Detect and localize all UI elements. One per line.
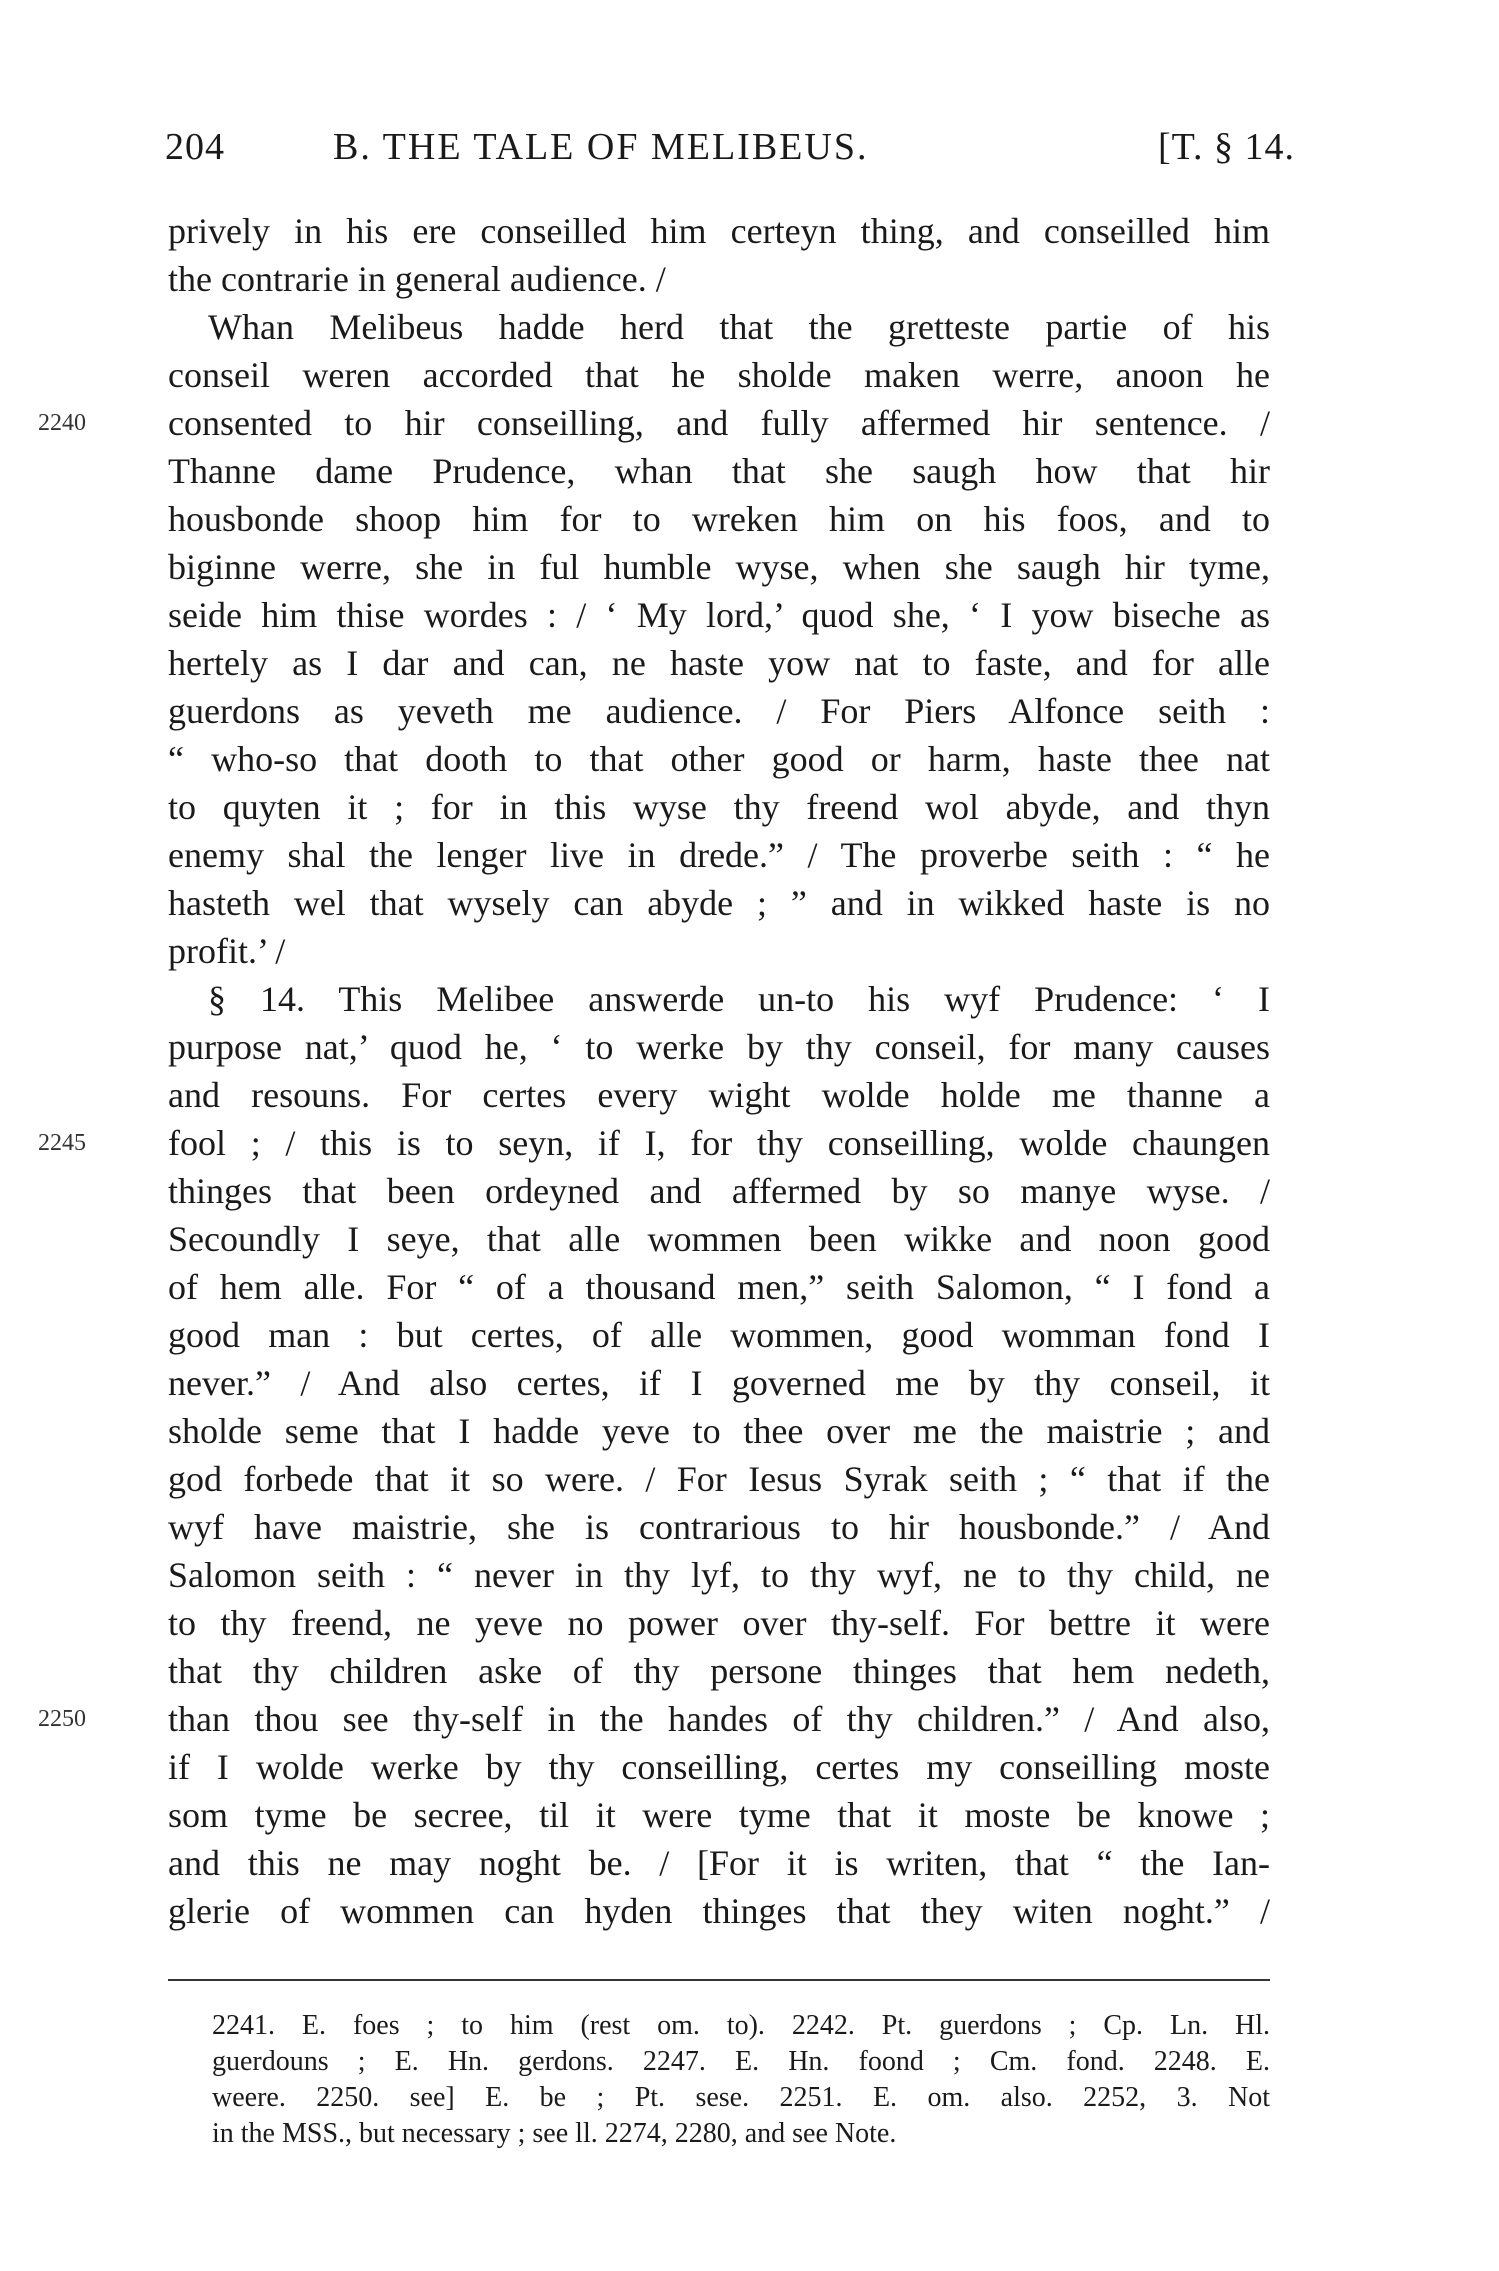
line-number: 2245 [38, 1130, 86, 1156]
text-line: “ who-so that dooth to that other good or harm, haste thee nat [168, 739, 1270, 779]
text-line: hasteth wel that wysely can abyde ; ” and in wikked haste is no [168, 883, 1270, 923]
text-line: purpose nat,’ quod he, ‘ to werke by thy conseil, for many causes [168, 1027, 1270, 1067]
line-number: 2240 [38, 410, 86, 436]
text-line: if I wolde werke by thy conseilling, certes my conseilling moste [168, 1747, 1270, 1787]
text-line: Secoundly I seye, that alle wommen been wikke and noon good [168, 1219, 1270, 1259]
text-line: enemy shal the lenger live in drede.” / The proverbe seith : “ he [168, 835, 1270, 875]
main-text [38, 207, 1270, 1935]
footnote-line: weere. 2250. see] E. be ; Pt. sese. 2251. E. om. also. 2252, 3. Not [212, 2082, 1270, 2113]
section-reference: [T. § 14. [1157, 126, 1295, 168]
text-line: never.” / And also certes, if I governed me by thy conseil, it [168, 1363, 1270, 1403]
section-start-line: § 14. This Melibee answerde un-to his wyf Prudence: ‘ I [208, 979, 1270, 1019]
footnote-line: in the MSS., but necessary ; see ll. 2274, 2280, and see Note. [212, 2118, 897, 2149]
text-line: the contrarie in general audience. / [168, 259, 666, 299]
text-line: Salomon seith : “ never in thy lyf, to thy wyf, ne to thy child, ne [168, 1555, 1270, 1595]
text-line: wyf have maistrie, she is contrarious to hir housbonde.” / And [168, 1507, 1270, 1547]
text-line: to thy freend, ne yeve no power over thy-self. For bettre it were [168, 1603, 1270, 1643]
text-line-numbered [38, 1119, 1270, 1167]
text-line: god forbede that it so were. / For Iesus Syrak seith ; “ that if the [168, 1459, 1270, 1499]
text-line: biginne werre, she in ful humble wyse, when she saugh hir tyme, [168, 547, 1270, 587]
footnote-divider [168, 1979, 1270, 1981]
text-line: Thanne dame Prudence, whan that she saugh how that hir [168, 451, 1270, 491]
text-line: Whan Melibeus hadde herd that the gretteste partie of his [208, 307, 1270, 347]
text-line: of hem alle. For “ of a thousand men,” seith Salomon, “ I fond a [168, 1267, 1270, 1307]
running-title: B. THE TALE OF MELIBEUS. [333, 126, 869, 168]
page-number: 204 [165, 126, 225, 168]
line-number: 2250 [38, 1706, 86, 1732]
text-line-content: fool ; / this is to seyn, if I, for thy conseilling, wolde chaungen [168, 1123, 1270, 1163]
footnotes [212, 2008, 1270, 2152]
text-line: and this ne may noght be. / [For it is writen, that “ the Ian- [168, 1843, 1270, 1883]
text-line: that thy children aske of thy persone thinges that hem nedeth, [168, 1651, 1270, 1691]
text-line: prively in his ere conseilled him certeyn thing, and conseilled him [168, 211, 1270, 251]
footnote-line: 2241. E. foes ; to him (rest om. to). 2242. Pt. guerdons ; Cp. Ln. Hl. [212, 2010, 1270, 2041]
text-line: profit.’ / [168, 931, 286, 971]
text-line-numbered [38, 1695, 1270, 1743]
text-line: sholde seme that I hadde yeve to thee over me the maistrie ; and [168, 1411, 1270, 1451]
running-header [165, 125, 1295, 185]
text-line: glerie of wommen can hyden thinges that they witen noght.” / [168, 1891, 1270, 1931]
text-line: guerdons as yeveth me audience. / For Piers Alfonce seith : [168, 691, 1270, 731]
text-line: thinges that been ordeyned and affermed by so manye wyse. / [168, 1171, 1270, 1211]
footnote-line: guerdouns ; E. Hn. gerdons. 2247. E. Hn. foond ; Cm. fond. 2248. E. [212, 2046, 1270, 2077]
text-line: som tyme be secree, til it were tyme that it moste be knowe ; [168, 1795, 1270, 1835]
text-line: good man : but certes, of alle wommen, good womman fond I [168, 1315, 1270, 1355]
text-line: seide him thise wordes : / ‘ My lord,’ quod she, ‘ I yow biseche as [168, 595, 1270, 635]
text-line: conseil weren accorded that he sholde maken werre, anoon he [168, 355, 1270, 395]
text-line-content: than thou see thy-self in the handes of thy children.” / And also, [168, 1699, 1270, 1739]
text-line-content: consented to hir conseilling, and fully affermed hir sentence. / [168, 403, 1270, 443]
text-line-numbered [38, 399, 1270, 447]
text-line: to quyten it ; for in this wyse thy freend wol abyde, and thyn [168, 787, 1270, 827]
text-line: housbonde shoop him for to wreken him on his foos, and to [168, 499, 1270, 539]
text-line: hertely as I dar and can, ne haste yow nat to faste, and for alle [168, 643, 1270, 683]
text-line: and resouns. For certes every wight wolde holde me thanne a [168, 1075, 1270, 1115]
